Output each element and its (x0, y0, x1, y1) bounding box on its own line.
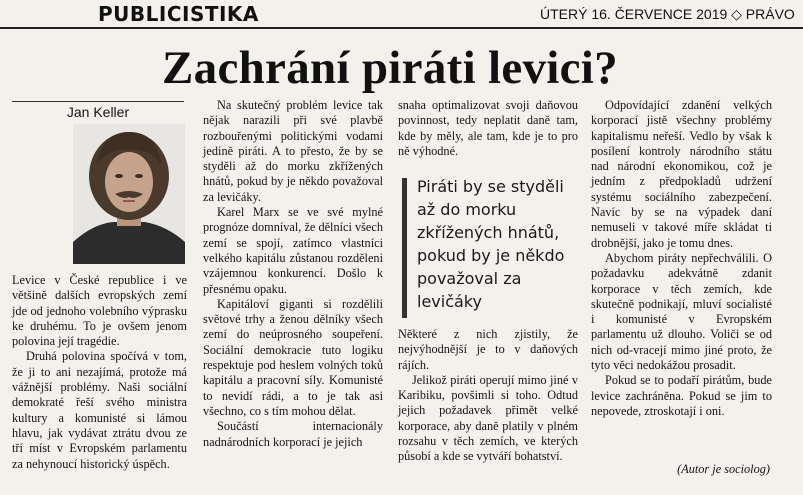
column-4 (591, 98, 772, 419)
pullquote-bar (402, 178, 407, 318)
header-rule (0, 27, 803, 29)
section-title: PUBLICISTIKA (98, 2, 259, 26)
paragraph: Karel Marx se ve své mylné prognóze domníval, že dělníci všech zemí se spojí, zatímco vlastníci velkého kapitálu zůstanou rozděleni vzájemnou konkurencí. Došlo k přesnému opaku. (203, 205, 383, 296)
author-name: Jan Keller (66, 104, 130, 120)
paragraph: Kapitáloví giganti si rozdělili světové trhy a ženou dělníky všech zemí do neúprosného soupeření. Sociální demokracie tuto logiku respektuje pod heslem volných toků kapitálu a pracovní síly. Komunisté to nevidí rádi, a to je tak asi všechno, co s tím mohou dělat. (203, 296, 383, 418)
paragraph: Na skutečný problém levice tak nějak narazili při své plavbě rozbouřenými politickými vodami jedině piráti. A to přesto, že by se styděli až do morku zkřížených hnátů, pokud by je někdo považoval za levičáky. (203, 98, 383, 204)
column-2 (203, 98, 383, 450)
paragraph: Jelikož piráti operují mimo jiné v Karibiku, povšimli si toho. Odtud jejich požadavek přimět velké korporace, aby daně platily v plném rozsahu v těch zemích, ve kterých působí a kde se vytváří bohatství. (398, 372, 578, 464)
paragraph: Abychom piráty nepřechválili. O požadavku adekvátně zdanit korporace v těch zemích, kde skutečně podnikají, mluví socialisté i komunisté v Evropském parlamentu už dlouho. Voliči se od nich od-vracejí mimo jiné proto, že tyto věci nedokážou prosadit. (591, 250, 772, 373)
headline: Zachrání piráti levici? (162, 42, 618, 94)
paragraph: Druhá polovina spočívá v tom, že ji to ani nezajímá, protože má vážnější problémy. Naši sociální demokraté řeší svého ministra kultury a komunisté si lámou hlavu, jak vydávat ztrátu dvou ze tří míst v Evropském parlamentu za nehynoucí historický úspěch. (12, 349, 187, 471)
dateline: ÚTERÝ 16. ČERVENCE 2019 ◇ PRÁVO (540, 6, 795, 22)
paragraph: Některé z nich zjistily, že nejvýhodnější je to v daňových rájích. (398, 327, 578, 372)
pullquote: Piráti by se styděli až do morku zkřížených hnátů, pokud by je někdo považoval za levičáky (417, 177, 565, 311)
author-note: (Autor je sociolog) (677, 462, 770, 476)
paragraph: Odpovídající zdanění velkých korporací jistě všechny problémy kapitalismu neřeší. Vedlo by však k posílení kontroly národního státu nad národní ekonomikou, což je jedním z předpokladů udržení systému sociálního zabezpečení. Navíc by se na výpadek daní nemuseli v takové míře skládat ti drobnější, jako je tomu dnes. (591, 98, 772, 250)
paragraph: snaha optimalizovat svoji daňovou povinnost, tedy neplatit daně tam, kde by měly, ale tam, kde je to pro ně výhodné. (398, 98, 578, 158)
column-3-bottom (398, 327, 578, 465)
column-1 (12, 273, 187, 472)
paragraph: Levice v České republice i ve většině dalších evropských zemí jde od jednoho volebního výprasku ke druhému. To je ovšem jenom polovina její tragédie. (12, 273, 187, 349)
author-rule (12, 101, 184, 102)
paragraph: Součástí internacionály nadnárodních korporací je jejich (203, 419, 383, 449)
paragraph: Pokud se to podaří pirátům, bude levice zachráněna. Pokud se jim to nepovede, ztroskotají i oni. (591, 373, 772, 418)
column-3-top (398, 98, 578, 159)
author-photo (73, 124, 185, 264)
